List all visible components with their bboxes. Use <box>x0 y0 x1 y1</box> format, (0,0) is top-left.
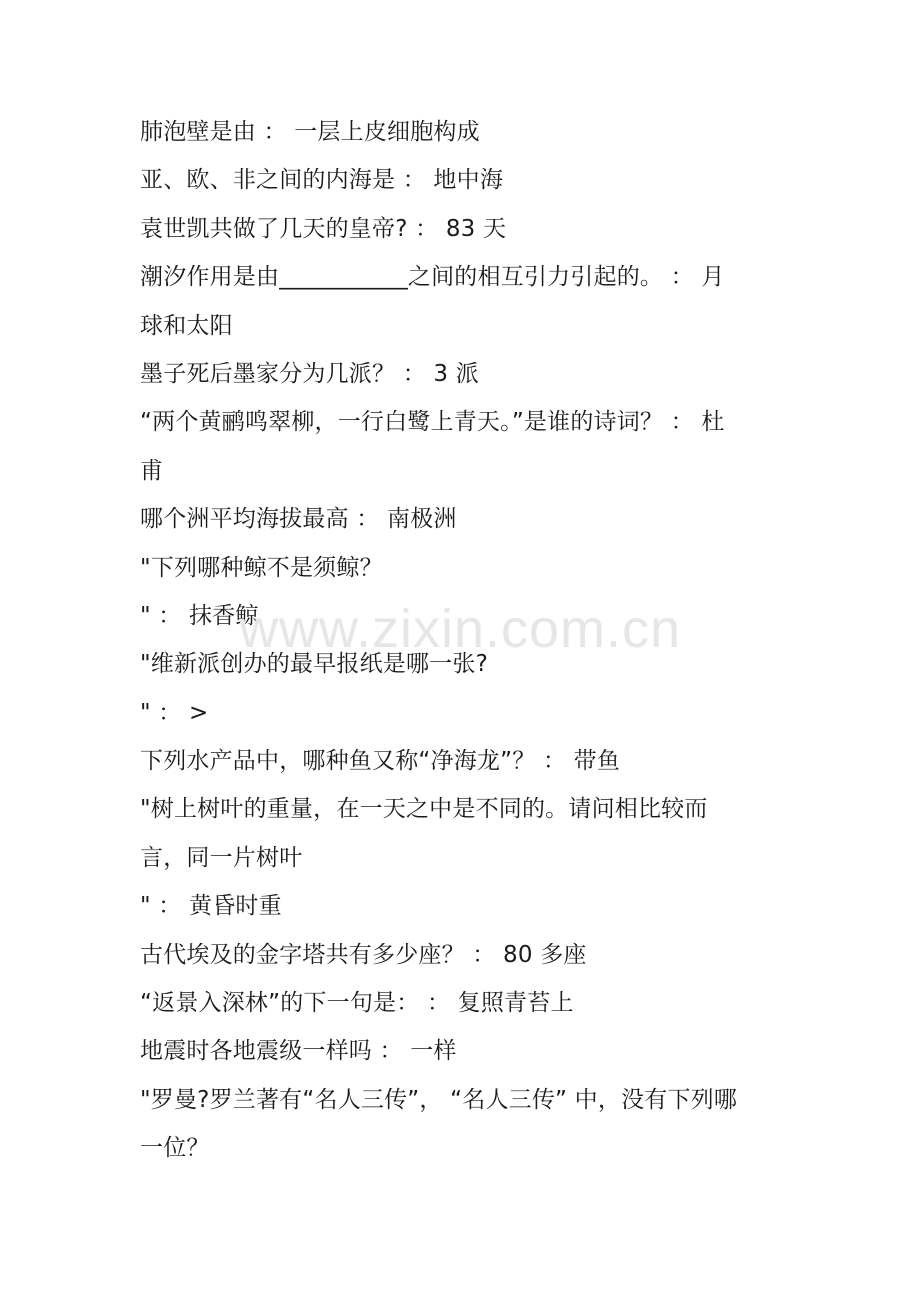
text-line: 甫 <box>140 457 164 484</box>
text-line: "下列哪种鲸不是须鲸？ <box>140 554 383 581</box>
watermark: www.zixin.com.cn <box>238 599 682 659</box>
text-line: “两个黄鹂鸣翠柳，一行白鹭上青天。”是谁的诗词？ ： 杜 <box>140 409 725 436</box>
text-line: " ： > <box>140 699 209 726</box>
text-line: 地震时各地震级一样吗 ： 一样 <box>140 1038 457 1065</box>
text-line: 言，同一片树叶 <box>140 844 303 871</box>
text-line: 下列水产品中，哪种鱼又称“净海龙”？ ： 带鱼 <box>140 748 621 775</box>
text-line: 肺泡壁是由 ： 一层上皮细胞构成 <box>140 119 480 145</box>
text-line: 一位？ <box>140 1135 210 1162</box>
text-line: 古代埃及的金字塔共有多少座？ ： 80 多座 <box>140 941 587 968</box>
text-line: 哪个洲平均海拔最高 ： 南极洲 <box>140 506 457 533</box>
text-line: 墨子死后墨家分为几派？ ： 3 派 <box>140 360 479 387</box>
text-line: "罗曼?罗兰著有“名人三传”， “名人三传” 中，没有下列哪 <box>140 1086 738 1113</box>
text-line: “返景入深林”的下一句是： ： 复照青苔上 <box>140 990 574 1017</box>
text-line: "维新派创办的最早报纸是哪一张? <box>140 651 488 678</box>
text-line: 球和太阳 <box>140 312 233 339</box>
text-line: 亚、欧、非之间的内海是 ： 地中海 <box>140 167 504 194</box>
text-line: 潮汐作用是由___________之间的相互引力引起的。 ： 月 <box>140 264 725 291</box>
quiz-text-body <box>140 108 790 1173</box>
text-line: " ： 抹香鲸 <box>140 602 259 629</box>
text-line: " ： 黄昏时重 <box>140 893 282 920</box>
text-line: "树上树叶的重量，在一天之中是不同的。请问相比较而 <box>140 796 708 823</box>
text-line: 袁世凯共做了几天的皇帝? ： 83 天 <box>140 215 507 242</box>
